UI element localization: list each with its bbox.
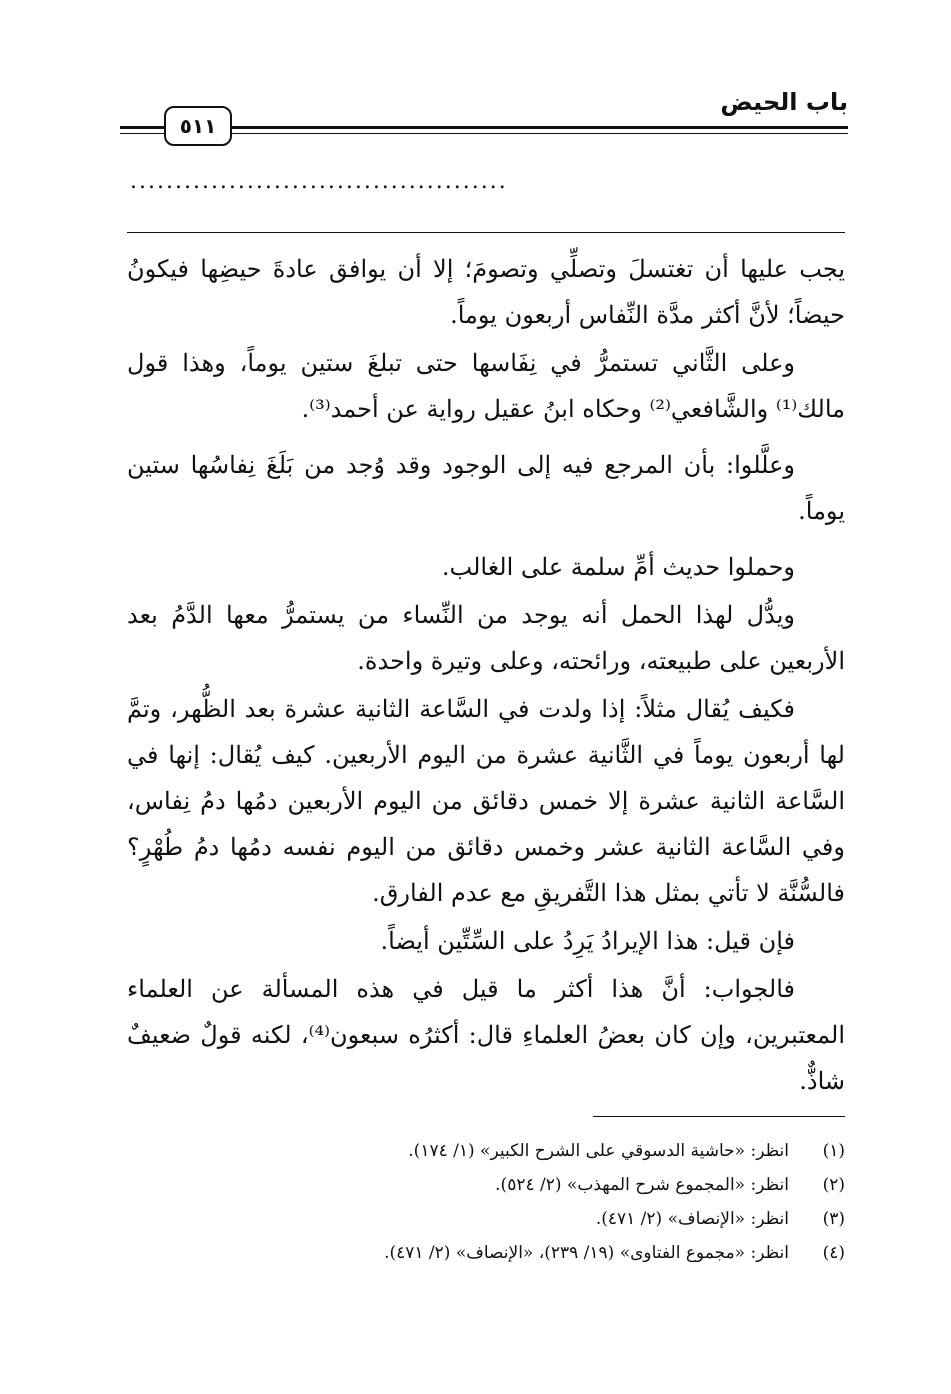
footnote-number: (٤) (822, 1243, 845, 1263)
main-text (127, 246, 845, 1114)
footnote (200, 1168, 845, 1202)
paragraph: فإن قيل: هذا الإيرادُ يَرِدُ على السِّتِّين أيضاً. (380, 927, 795, 955)
header-rule-right (232, 126, 848, 140)
footnote (200, 1236, 845, 1270)
footnote-text: انظر: «المجموع شرح المهذب» (٢/ ٥٢٤). (495, 1175, 789, 1195)
footnote-number: (١) (822, 1141, 845, 1161)
header-rule-left (120, 126, 164, 140)
paragraph: فالجواب: أنَّ هذا أكثر ما قيل في هذه المسألة عن العلماء المعتبرين، وإن كان بعضُ العلماءِ قال: أكثرُه سبعون⁽⁴⁾، لكنه قولٌ ضعيفٌ شاذٌّ. (127, 975, 845, 1095)
page-number: ٥١١ (164, 106, 232, 146)
page-header (120, 88, 848, 158)
omission-dots: .......................................... (130, 172, 508, 192)
footnote-text: انظر: «مجموع الفتاوى» (١٩/ ٢٣٩)، «الإنصاف» (٢/ ٤٧١). (384, 1243, 789, 1263)
paragraph: وحملوا حديث أمِّ سلمة على الغالب. (441, 553, 795, 581)
footnotes (200, 1134, 845, 1270)
footnote (200, 1202, 845, 1236)
footnote-rule (593, 1116, 845, 1117)
footnote-text: انظر: «حاشية الدسوقي على الشرح الكبير» (١/ ١٧٤). (408, 1141, 789, 1161)
paragraph: ويدُّل لهذا الحمل أنه يوجد من النِّساء من يستمرُّ معها الدَّمُ بعد الأربعين على طبيعته، ورائحته، وعلى وتيرة واحدة. (127, 601, 845, 675)
footnote-number: (٢) (822, 1175, 845, 1195)
footnote-text: انظر: «الإنصاف» (٢/ ٤٧١). (595, 1209, 789, 1229)
paragraph: فكيف يُقال مثلاً: إذا ولدت في السَّاعة الثانية عشرة بعد الظُّهر، وتمَّ لها أربعون يوماً في الثَّانية عشرة من اليوم الأربعين. كيف يُقال: إنها في السَّاعة الثانية عشرة إلا خمس دقائق من اليوم الأربعين دمُها دمُ نِفاس، وفي السَّاعة الثانية عشر وخمس دقائق من اليوم نفسه دمُها دمُ طُهْرٍ؟ فالسُّنَّة لا تأتي بمثل هذا التَّفريقِ مع عدم الفارق. (127, 695, 845, 907)
chapter-title: باب الحيض (720, 88, 848, 116)
footnote-number: (٣) (822, 1209, 845, 1229)
text-top-rule (127, 232, 845, 233)
paragraph: وعلَّلوا: بأن المرجع فيه إلى الوجود وقد وُجد من بَلَغَ نِفاسُها ستين يوماً. (127, 451, 845, 525)
footnote (200, 1134, 845, 1168)
paragraph: وعلى الثَّاني تستمرُّ في نِفَاسها حتى تبلغَ ستين يوماً، وهذا قول مالك⁽¹⁾ والشَّافعي⁽²⁾ وحكاه ابنُ عقيل رواية عن أحمد⁽³⁾. (127, 349, 845, 423)
paragraph: يجب عليها أن تغتسلَ وتصلِّي وتصومَ؛ إلا أن يوافق عادةَ حيضِها فيكونُ حيضاً؛ لأنَّ أكثر مدَّة النِّفاس أربعون يوماً. (127, 255, 845, 329)
